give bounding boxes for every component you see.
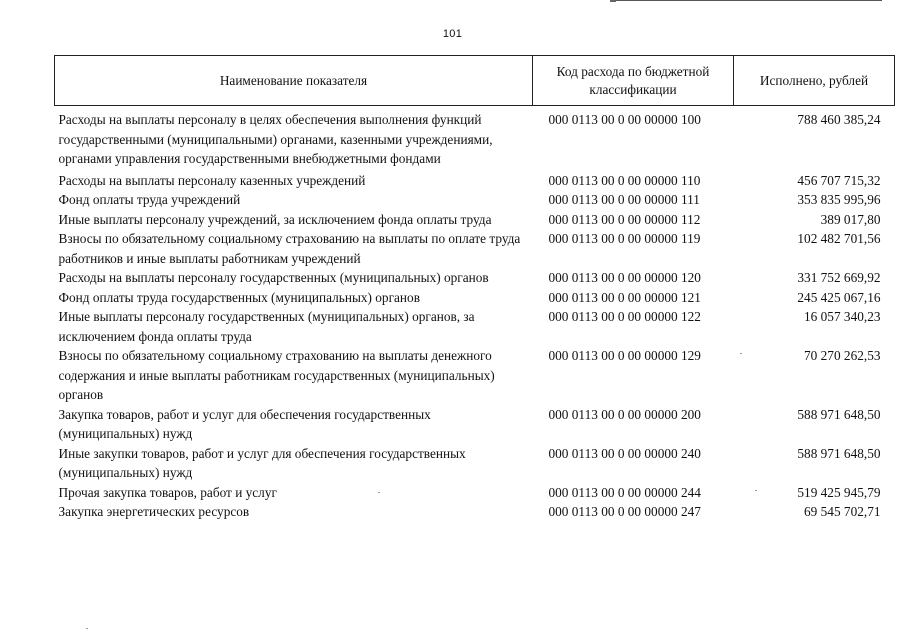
row-name: Расходы на выплаты персоналу государственных (муниципальных) органов [58,270,489,285]
page-number: 101 [442,28,463,40]
row-code: 000 0113 00 0 00 00000 112 [548,211,701,227]
top-edge-mark [610,0,616,2]
row-code: 000 0113 00 0 00 00000 100 [548,112,701,127]
table-row [55,307,895,346]
row-code: 000 0113 00 0 00 00000 110 [548,172,701,188]
row-name: Иные закупки товаров, работ и услуг для обеспечения государственных (муниципальных) нужд [58,445,466,480]
table-row [55,210,895,230]
row-executed: 588 971 648,50 [797,406,881,422]
row-executed: 69 545 702,71 [804,504,881,519]
row-name: Закупка товаров, работ и услуг для обеспечения государственных (муниципальных) нужд [58,406,431,441]
row-executed: 588 971 648,50 [797,445,881,461]
scan-speck [755,490,757,491]
table-row [55,444,895,483]
row-executed: 245 425 067,16 [797,289,881,305]
table-row [55,502,895,522]
scan-speck [378,492,380,493]
row-executed: 70 270 262,53 [804,348,881,363]
row-executed: 102 482 701,56 [797,231,881,246]
table-row [55,106,895,169]
row-name: Фонд оплаты труда учреждений [58,192,241,207]
header-indicator-name: Наименование показателя [55,56,533,106]
budget-execution-table [54,55,895,522]
row-name: Иные выплаты персоналу учреждений, за исключением фонда оплаты труда [58,211,492,227]
row-name: Иные выплаты персоналу государственных (муниципальных) органов, за исключением фонда оплаты труда [58,309,475,344]
table-row [55,229,895,268]
row-code: 000 0113 00 0 00 00000 111 [548,192,700,207]
row-name: Прочая закупка товаров, работ и услуг [58,484,277,500]
row-name: Расходы на выплаты персоналу казенных учреждений [58,172,366,188]
row-code: 000 0113 00 0 00 00000 119 [548,231,701,246]
table-row [55,483,895,503]
table-row [55,171,895,191]
row-executed: 389 017,80 [820,211,881,227]
scan-speck [740,353,742,354]
row-code: 000 0113 00 0 00 00000 244 [548,484,701,500]
row-executed: 788 460 385,24 [797,112,881,127]
row-code: 000 0113 00 0 00 00000 247 [548,504,701,519]
row-code: 000 0113 00 0 00 00000 129 [548,348,701,363]
row-code: 000 0113 00 0 00 00000 122 [548,309,701,324]
row-executed: 331 752 669,92 [797,270,881,285]
row-name: Взносы по обязательному социальному страхованию на выплаты по оплате труда работников и иные выплаты работникам учреждений [58,231,521,266]
top-edge-rule [610,0,882,1]
row-name: Закупка энергетических ресурсов [58,504,250,519]
table-row [55,346,895,405]
row-name: Фонд оплаты труда государственных (муниципальных) органов [58,289,420,305]
row-name: Взносы по обязательному социальному страхованию на выплаты денежного содержания и иные выплаты работникам государственных (муниципальных) органов [58,348,495,402]
row-executed: 519 425 945,79 [797,484,881,500]
row-name: Расходы на выплаты персоналу в целях обеспечения выполнения функций государственными (муниципальными) органами, казенными учреждениями, органами управления государственными внебюджетными фондами [58,112,493,166]
table-row [55,405,895,444]
table-body [55,106,895,522]
table-row [55,190,895,210]
row-executed: 16 057 340,23 [804,309,881,324]
table-header-row [55,56,895,106]
row-code: 000 0113 00 0 00 00000 120 [548,270,701,285]
row-code: 000 0113 00 0 00 00000 121 [548,289,701,305]
header-expense-code: Код расхода по бюджетной классификации [533,56,734,106]
table-row [55,288,895,308]
row-executed: 353 835 995,96 [797,192,881,207]
row-code: 000 0113 00 0 00 00000 240 [548,445,701,461]
header-executed-amount: Исполнено, рублей [734,56,895,106]
table-row [55,268,895,288]
row-code: 000 0113 00 0 00 00000 200 [548,406,701,422]
scan-speck [86,628,88,629]
row-executed: 456 707 715,32 [797,172,881,188]
